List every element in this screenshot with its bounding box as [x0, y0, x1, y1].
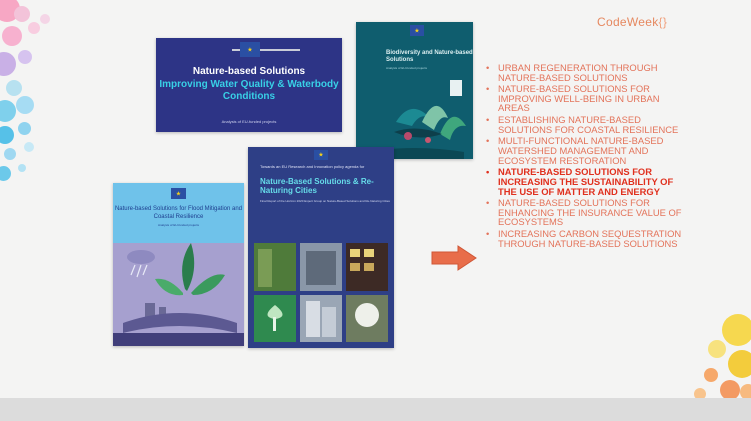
list-item: • URBAN REGENERATION THROUGH NATURE-BASED SOLUTIONS	[486, 63, 691, 82]
cover-title: Nature-based Solutions for Flood Mitigation and Coastal Resilience	[114, 206, 243, 220]
arrow-right-icon	[430, 244, 478, 272]
eu-flag-icon	[240, 42, 260, 57]
list-item: • INCREASING CARBON SEQUESTRATION THROUGH NATURE-BASED SOLUTIONS	[486, 229, 691, 248]
topic-list	[486, 63, 691, 250]
cover-water-quality	[156, 38, 342, 132]
bottom-bar	[0, 398, 751, 421]
cover-title: Biodiversity and Nature-based Solutions	[386, 50, 473, 63]
cover-flood-mitigation	[113, 183, 244, 346]
codeweek-logo: CodeWeek{}	[597, 15, 668, 29]
list-item: • NATURE-BASED SOLUTIONS FOR ENHANCING THE INSURANCE VALUE OF ECOSYSTEMS	[486, 198, 691, 227]
cover-note: Analysis of EU-funded projects	[221, 119, 277, 124]
cover-note: Final Report of the Horizon 2020 Expert Group on Nature-Based Solutions and Re-Naturing Cities	[260, 199, 390, 203]
wildlife-illustration	[356, 22, 473, 159]
cover-subtitle: Improving Water Quality & Waterbody Conditions	[159, 79, 339, 102]
city-photo-collage	[248, 147, 394, 348]
cover-kicker: Towards an EU Research and Innovation policy agenda for	[260, 164, 365, 169]
cover-title: Nature-Based Solutions & Re-Naturing Cities	[260, 177, 374, 195]
list-item: • NATURE-BASED SOLUTIONS FOR IMPROVING WELL-BEING IN URBAN AREAS	[486, 84, 691, 113]
list-item: • MULTI-FUNCTIONAL NATURE-BASED WATERSHED MANAGEMENT AND ECOSYSTEM RESTORATION	[486, 136, 691, 165]
flood-illustration	[113, 183, 244, 346]
cover-note: Analysis of EU-funded projects	[157, 223, 200, 227]
cover-re-naturing-cities	[248, 147, 394, 348]
cover-title: Nature-based Solutions	[192, 66, 306, 77]
list-item-highlighted: • NATURE-BASED SOLUTIONS FOR INCREASING THE SUSTAINABILITY OF THE USE OF MATTER AND ENERGY	[486, 167, 691, 196]
cover-note: Analysis of EU-funded projects	[386, 66, 428, 70]
cover-biodiversity	[356, 22, 473, 159]
list-item: • ESTABLISHING NATURE-BASED SOLUTIONS FOR COASTAL RESILIENCE	[486, 115, 691, 134]
